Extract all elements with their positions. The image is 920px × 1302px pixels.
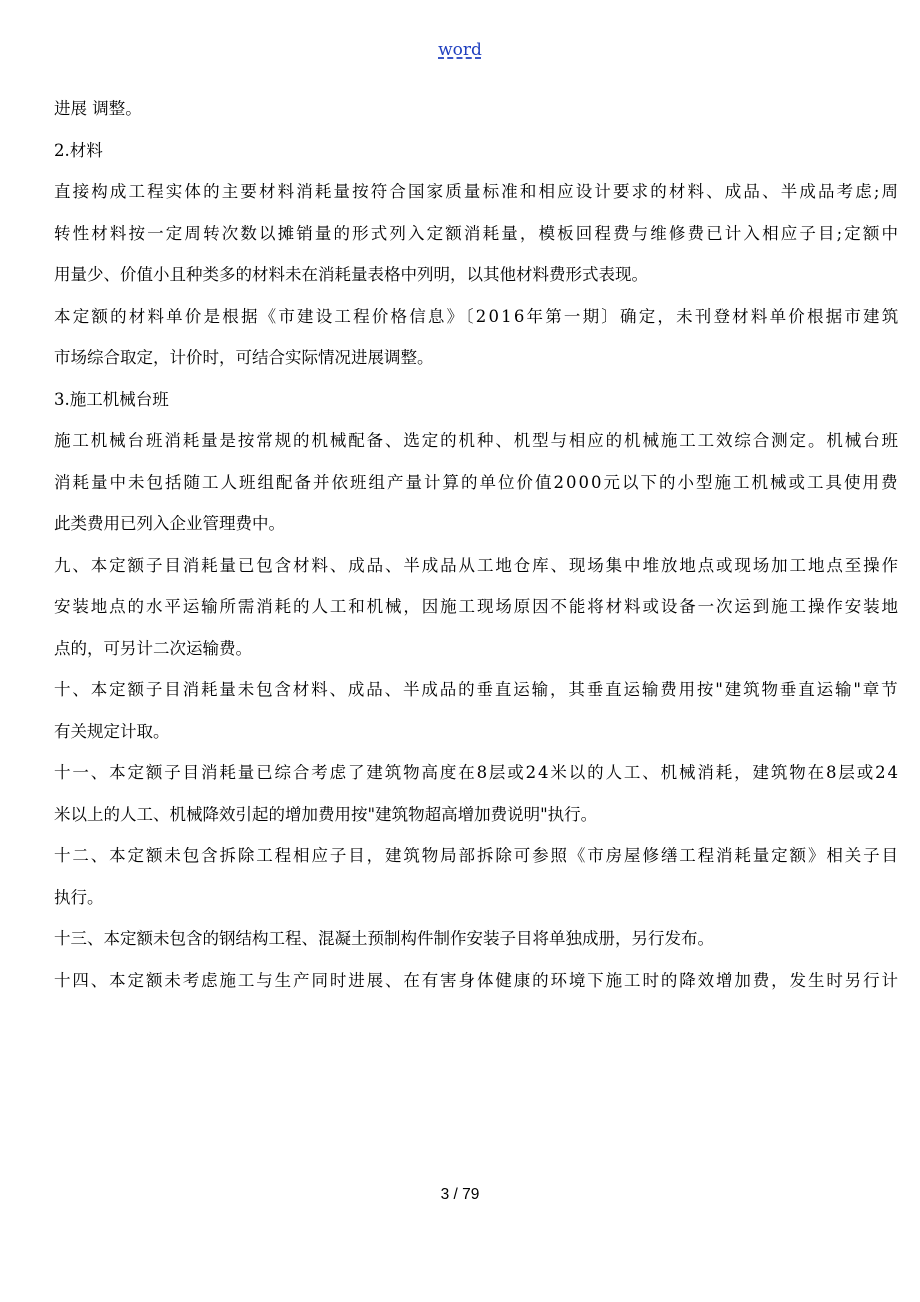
- paragraph: [54, 918, 898, 960]
- paragraph: [54, 960, 898, 1002]
- text-line: 直接构成工程实体的主要材料消耗量按符合国家质量标准和相应设计要求的材料、成品、半成品考虑;周: [54, 182, 901, 201]
- text-line: 米以上的人工、机械降效引起的增加费用按"建筑物超高增加费说明"执行。: [54, 804, 598, 824]
- text-line: 用量少、价值小且种类多的材料未在消耗量表格中列明，以其他材料费形式表现。: [54, 265, 648, 284]
- paragraph: [54, 545, 898, 670]
- text-line: 十三、本定额未包含的钢结构工程、混凝土预制构件制作安装子目将单独成册，另行发布。: [54, 929, 714, 948]
- paragraph: [54, 296, 901, 379]
- paragraph: [54, 752, 898, 835]
- paragraph: [54, 420, 898, 545]
- text-line: 此类费用已列入企业管理费中。: [54, 514, 285, 533]
- text-line: 3.施工机械台班: [54, 389, 169, 409]
- text-line: 十二、本定额未包含拆除工程相应子目，建筑物局部拆除可参照《市房屋修缮工程消耗量定额》相关子目: [54, 846, 900, 865]
- text-line: 市场综合取定，计价时，可结合实际情况进展调整。: [54, 348, 434, 367]
- text-line: 转性材料按一定周转次数以摊销量的形式列入定额消耗量，模板回程费与维修费已计入相应子目;定额中: [54, 223, 901, 243]
- text-line: 十一、本定额子目消耗量已综合考虑了建筑物高度在8层或24米以的人工、机械消耗，建筑物在8层或24: [54, 763, 900, 782]
- text-line: 有关规定计取。: [54, 721, 170, 741]
- text-line: 施工机械台班消耗量是按常规的机械配备、选定的机种、机型与相应的机械施工工效综合测定。机械台班: [54, 431, 900, 450]
- text-line: 2.材料: [54, 140, 103, 160]
- document-body: [54, 88, 901, 1001]
- text-line: 消耗量中未包括随工人班组配备并依班组产量计算的单位价值2000元以下的小型施工机械或工具使用费: [54, 472, 900, 492]
- paragraph: [54, 835, 898, 918]
- text-line: 十、本定额子目消耗量未包含材料、成品、半成品的垂直运输，其垂直运输费用按"建筑物垂直运输"章节: [54, 680, 900, 699]
- page-number: 3 / 79: [440, 1186, 480, 1203]
- paragraph: [54, 171, 901, 296]
- text-line: 十四、本定额未考虑施工与生产同时进展、在有害身体健康的环境下施工时的降效增加费，发生时另行计: [54, 970, 900, 990]
- section-heading-machinery: [54, 379, 898, 421]
- text-line: 安装地点的水平运输所需消耗的人工和机械，因施工现场原因不能将材料或设备一次运到施工操作安装地: [54, 597, 900, 616]
- text-line: 本定额的材料单价是根据《市建设工程价格信息》〔2016年第一期〕确定，未刊登材料单价根据市建筑: [54, 306, 901, 326]
- section-heading-materials: [54, 130, 898, 172]
- paragraph: [54, 669, 898, 752]
- page-header: [0, 40, 920, 60]
- text-line: 点的，可另计二次运输费。: [54, 638, 252, 658]
- text-line: 九、本定额子目消耗量已包含材料、成品、半成品从工地仓库、现场集中堆放地点或现场加工地点至操作: [54, 555, 900, 575]
- paragraph: [54, 88, 898, 130]
- word-link[interactable]: word: [438, 40, 482, 60]
- text-line: 执行。: [54, 887, 104, 907]
- text-line: 进展 调整。: [54, 99, 142, 118]
